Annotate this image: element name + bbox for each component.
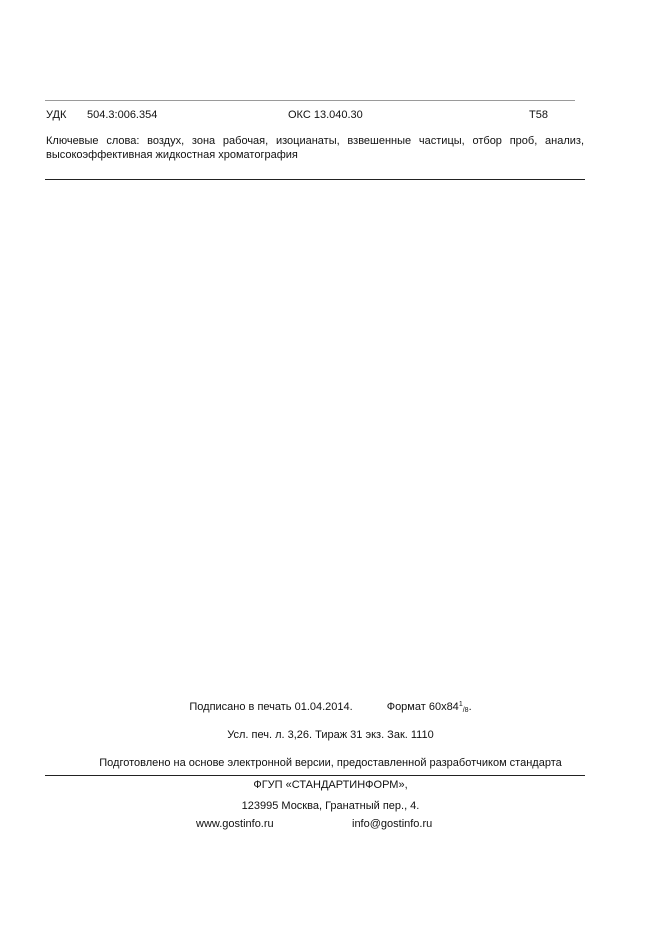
website-link[interactable]: www.gostinfo.ru — [196, 818, 274, 830]
format-suffix: . — [468, 701, 472, 713]
top-divider — [45, 100, 575, 101]
format-sup: 1 — [458, 701, 463, 708]
udk-label: УДК — [46, 109, 67, 121]
keywords-divider — [45, 179, 585, 180]
signed-date: Подписано в печать 01.04.2014. — [189, 701, 353, 713]
udk-value: 504.3:006.354 — [87, 109, 158, 121]
email-link[interactable]: info@gostinfo.ru — [352, 818, 433, 830]
okstu-code: Т58 — [529, 109, 548, 121]
keywords-block — [46, 134, 584, 162]
oks-code: ОКС 13.040.30 — [288, 109, 363, 121]
keywords-line-2: высокоэффективная жидкостная хроматография — [46, 149, 298, 161]
format-prefix: Формат 60x84 — [386, 701, 459, 713]
bottom-divider — [45, 775, 585, 776]
format-sub: /8 — [462, 707, 469, 714]
print-info: Усл. печ. л. 3,26. Тираж 31 экз. Зак. 1110 — [227, 729, 434, 741]
publisher-name: ФГУП «СТАНДАРТИНФОРМ», — [253, 779, 408, 791]
classification-row — [46, 109, 566, 123]
keywords-line-1: Ключевые слова: воздух, зона рабочая, изоцианаты, взвешенные частицы, отбор проб, анализ, — [46, 135, 584, 147]
signing-format-line — [0, 701, 661, 714]
prepared-note: Подготовлено на основе электронной версии, предоставленной разработчиком стандарта — [99, 757, 562, 769]
publisher-address: 123995 Москва, Гранатный пер., 4. — [241, 800, 420, 812]
paper-format — [387, 701, 472, 713]
